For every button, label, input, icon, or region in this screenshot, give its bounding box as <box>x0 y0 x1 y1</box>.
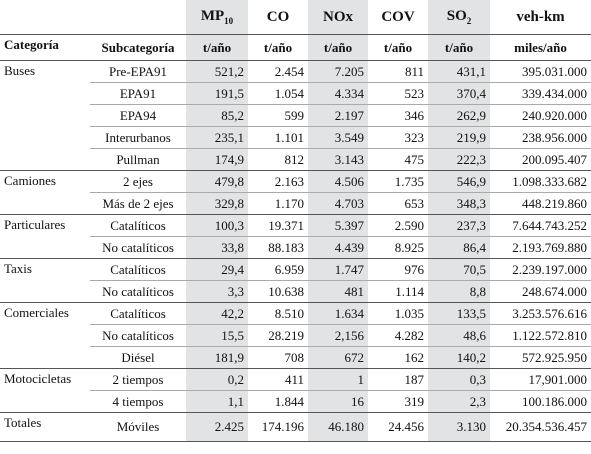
value-cell-mp10: 0,2 <box>186 369 248 391</box>
value-cell-vehkm: 2.193.769.880 <box>490 237 591 259</box>
value-cell-cov: 475 <box>368 149 428 171</box>
unit-vehkm: miles/año <box>490 35 591 61</box>
totals-mp10: 2.425 <box>186 413 248 442</box>
value-cell-mp10: 181,9 <box>186 347 248 369</box>
subcategory-cell: No catalíticos <box>90 325 186 347</box>
value-cell-nox: 16 <box>308 391 368 413</box>
value-cell-cov: 523 <box>368 83 428 105</box>
subcategory-cell: No catalíticos <box>90 281 186 303</box>
subcategory-cell: Diésel <box>90 347 186 369</box>
value-cell-co: 8.510 <box>248 303 308 325</box>
col-header-cov: COV <box>381 8 415 25</box>
value-cell-nox: 7.205 <box>308 61 368 83</box>
value-cell-vehkm: 1.122.572.810 <box>490 325 591 347</box>
category-cell: Camiones <box>0 171 90 215</box>
totals-co: 174.196 <box>248 413 308 442</box>
value-cell-mp10: 100,3 <box>186 215 248 237</box>
value-cell-co: 708 <box>248 347 308 369</box>
value-cell-so2: 237,3 <box>428 215 490 237</box>
value-cell-nox: 4.439 <box>308 237 368 259</box>
value-cell-mp10: 329,8 <box>186 193 248 215</box>
totals-cov: 24.456 <box>368 413 428 442</box>
col-header-mp10: $MP_{10}$ <box>186 0 248 35</box>
value-cell-vehkm: 248.674.000 <box>490 281 591 303</box>
col-header-co: CO <box>266 8 290 25</box>
table-row <box>0 215 591 237</box>
unit-mp10: t/año <box>186 35 248 61</box>
value-cell-cov: 1.035 <box>368 303 428 325</box>
table-row <box>0 171 591 193</box>
value-cell-co: 411 <box>248 369 308 391</box>
table-body <box>0 61 591 413</box>
value-cell-cov: 653 <box>368 193 428 215</box>
value-cell-co: 19.371 <box>248 215 308 237</box>
value-cell-co: 10.638 <box>248 281 308 303</box>
value-cell-so2: 8,8 <box>428 281 490 303</box>
value-cell-nox: 4.334 <box>308 83 368 105</box>
totals-so2: 3.130 <box>428 413 490 442</box>
value-cell-co: 1.844 <box>248 391 308 413</box>
subcategory-cell: EPA91 <box>90 83 186 105</box>
col-header-vehkm: veh-km <box>516 8 565 25</box>
value-cell-co: 1.054 <box>248 83 308 105</box>
value-cell-mp10: 85,2 <box>186 105 248 127</box>
value-cell-so2: 0,3 <box>428 369 490 391</box>
value-cell-so2: 222,3 <box>428 149 490 171</box>
value-cell-cov: 976 <box>368 259 428 281</box>
value-cell-mp10: 174,9 <box>186 149 248 171</box>
value-cell-vehkm: 200.095.407 <box>490 149 591 171</box>
subcategory-cell: Más de 2 ejes <box>90 193 186 215</box>
value-cell-so2: 431,1 <box>428 61 490 83</box>
col-header-nox: NOx <box>308 0 368 35</box>
value-cell-nox: 2.197 <box>308 105 368 127</box>
value-cell-nox: 5.397 <box>308 215 368 237</box>
table-row <box>0 259 591 281</box>
header-empty-cell <box>0 0 90 35</box>
col-header-so2: $SO_2$ <box>428 0 490 35</box>
value-cell-nox: 3.549 <box>308 127 368 149</box>
subcategory-cell: No catalíticos <box>90 237 186 259</box>
subcategory-cell: 2 ejes <box>90 171 186 193</box>
category-cell: Comerciales <box>0 303 90 369</box>
value-cell-so2: 48,6 <box>428 325 490 347</box>
category-cell: Buses <box>0 61 90 171</box>
value-cell-cov: 319 <box>368 391 428 413</box>
value-cell-cov: 8.925 <box>368 237 428 259</box>
value-cell-so2: 262,9 <box>428 105 490 127</box>
value-cell-vehkm: 3.253.576.616 <box>490 303 591 325</box>
value-cell-vehkm: 240.920.000 <box>490 105 591 127</box>
value-cell-co: 1.170 <box>248 193 308 215</box>
value-cell-nox: 672 <box>308 347 368 369</box>
subcategory-cell: Catalíticos <box>90 215 186 237</box>
value-cell-cov: 162 <box>368 347 428 369</box>
value-cell-nox: 1.747 <box>308 259 368 281</box>
table-row <box>0 303 591 325</box>
subcategory-cell: Pullman <box>90 149 186 171</box>
value-cell-mp10: 479,8 <box>186 171 248 193</box>
table-row <box>0 61 591 83</box>
value-cell-cov: 1.735 <box>368 171 428 193</box>
value-cell-vehkm: 339.434.000 <box>490 83 591 105</box>
value-cell-cov: 346 <box>368 105 428 127</box>
value-cell-so2: 348,3 <box>428 193 490 215</box>
value-cell-vehkm: 7.644.743.252 <box>490 215 591 237</box>
value-cell-mp10: 29,4 <box>186 259 248 281</box>
header-empty-cell <box>90 0 186 35</box>
value-cell-nox: 2,156 <box>308 325 368 347</box>
value-cell-co: 88.183 <box>248 237 308 259</box>
value-cell-cov: 811 <box>368 61 428 83</box>
subcategory-cell: 2 tiempos <box>90 369 186 391</box>
value-cell-vehkm: 2.239.197.000 <box>490 259 591 281</box>
value-cell-vehkm: 448.219.860 <box>490 193 591 215</box>
value-cell-so2: 546,9 <box>428 171 490 193</box>
value-cell-nox: 1 <box>308 369 368 391</box>
value-cell-vehkm: 1.098.333.682 <box>490 171 591 193</box>
value-cell-co: 28.219 <box>248 325 308 347</box>
value-cell-mp10: 235,1 <box>186 127 248 149</box>
value-cell-cov: 323 <box>368 127 428 149</box>
value-cell-cov: 1.114 <box>368 281 428 303</box>
unit-cov: t/año <box>368 35 428 61</box>
table-row <box>0 369 591 391</box>
category-cell: Motocicletas <box>0 369 90 413</box>
value-cell-nox: 4.703 <box>308 193 368 215</box>
category-cell: Taxis <box>0 259 90 303</box>
header-row-pollutants <box>0 0 591 35</box>
value-cell-mp10: 521,2 <box>186 61 248 83</box>
value-cell-cov: 187 <box>368 369 428 391</box>
totals-category: Totales <box>0 413 90 442</box>
value-cell-mp10: 1,1 <box>186 391 248 413</box>
value-cell-nox: 1.634 <box>308 303 368 325</box>
subcategory-cell: 4 tiempos <box>90 391 186 413</box>
value-cell-co: 1.101 <box>248 127 308 149</box>
totals-subcategory: Móviles <box>90 413 186 442</box>
value-cell-mp10: 3,3 <box>186 281 248 303</box>
totals-vehkm: 20.354.536.457 <box>490 413 591 442</box>
value-cell-so2: 133,5 <box>428 303 490 325</box>
totals-nox: 46.180 <box>308 413 368 442</box>
value-cell-so2: 86,4 <box>428 237 490 259</box>
col-header-category: Categoría <box>0 35 90 61</box>
value-cell-co: 599 <box>248 105 308 127</box>
category-cell: Particulares <box>0 215 90 259</box>
value-cell-nox: 481 <box>308 281 368 303</box>
value-cell-vehkm: 395.031.000 <box>490 61 591 83</box>
value-cell-co: 812 <box>248 149 308 171</box>
value-cell-co: 6.959 <box>248 259 308 281</box>
value-cell-so2: 370,4 <box>428 83 490 105</box>
value-cell-so2: 70,5 <box>428 259 490 281</box>
subcategory-cell: Catalíticos <box>90 303 186 325</box>
value-cell-cov: 4.282 <box>368 325 428 347</box>
value-cell-mp10: 42,2 <box>186 303 248 325</box>
subcategory-cell: Catalíticos <box>90 259 186 281</box>
value-cell-nox: 4.506 <box>308 171 368 193</box>
subcategory-cell: Pre-EPA91 <box>90 61 186 83</box>
value-cell-so2: 140,2 <box>428 347 490 369</box>
value-cell-cov: 2.590 <box>368 215 428 237</box>
unit-so2: t/año <box>428 35 490 61</box>
totals-row <box>0 413 591 442</box>
unit-nox: t/año <box>308 35 368 61</box>
value-cell-mp10: 33,8 <box>186 237 248 259</box>
header-row-units <box>0 35 591 61</box>
col-header-subcategory: Subcategoría <box>90 35 186 61</box>
value-cell-so2: 219,9 <box>428 127 490 149</box>
value-cell-vehkm: 238.956.000 <box>490 127 591 149</box>
subcategory-cell: EPA94 <box>90 105 186 127</box>
value-cell-mp10: 191,5 <box>186 83 248 105</box>
unit-co: t/año <box>248 35 308 61</box>
value-cell-mp10: 15,5 <box>186 325 248 347</box>
value-cell-vehkm: 572.925.950 <box>490 347 591 369</box>
value-cell-so2: 2,3 <box>428 391 490 413</box>
value-cell-nox: 3.143 <box>308 149 368 171</box>
value-cell-co: 2.454 <box>248 61 308 83</box>
value-cell-co: 2.163 <box>248 171 308 193</box>
value-cell-vehkm: 17,901.000 <box>490 369 591 391</box>
subcategory-cell: Interurbanos <box>90 127 186 149</box>
value-cell-vehkm: 100.186.000 <box>490 391 591 413</box>
